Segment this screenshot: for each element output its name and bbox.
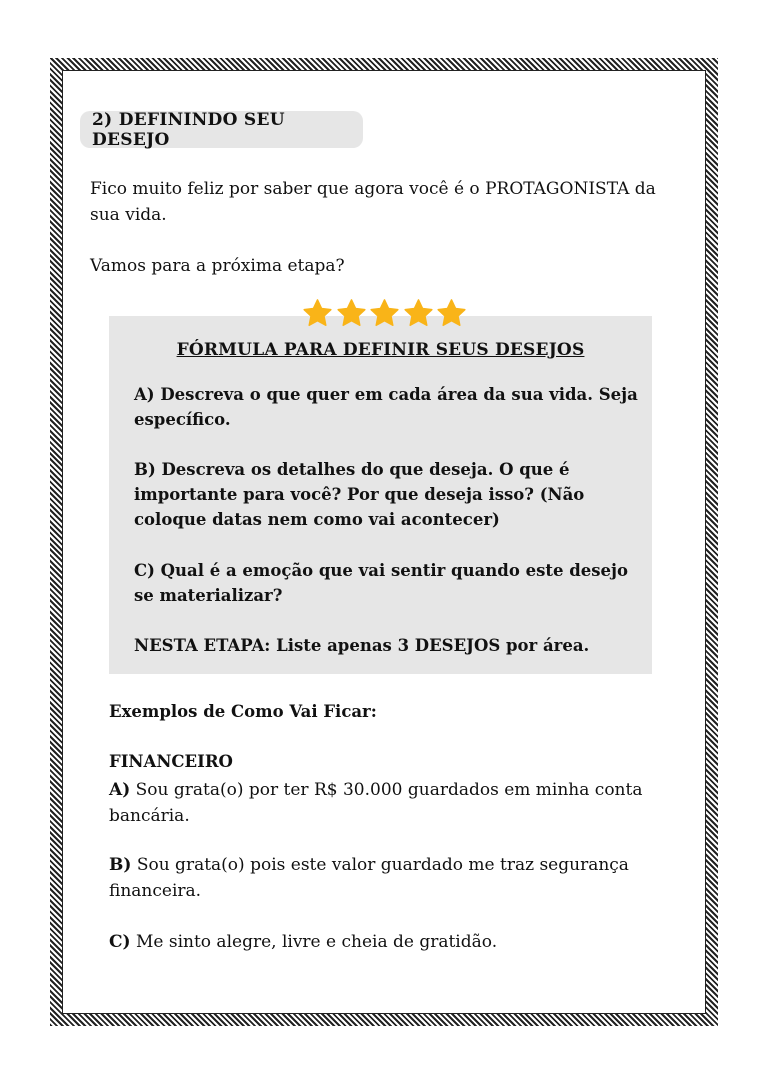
example-text: Sou grata(o) por ter R$ 30.000 guardados em minha conta bancária.	[109, 780, 643, 826]
rating-stars	[302, 296, 467, 330]
star-icon	[436, 298, 467, 329]
section-title: 2) DEFININDO SEU DESEJO	[92, 109, 285, 150]
formula-note: NESTA ETAPA: Liste apenas 3 DESEJOS por área.	[134, 636, 590, 655]
examples-title: Exemplos de Como Vai Ficar:	[109, 702, 377, 721]
section-heading	[80, 111, 363, 148]
example-text: Sou grata(o) pois este valor guardado me traz segurança financeira.	[109, 855, 629, 901]
star-icon	[369, 298, 400, 329]
intro-paragraph: Fico muito feliz por saber que agora você é o PROTAGONISTA da sua vida.	[90, 179, 656, 225]
example-item-c	[109, 929, 669, 955]
intro-question: Vamos para a próxima etapa?	[90, 256, 345, 276]
formula-title: FÓRMULA PARA DEFINIR SEUS DESEJOS	[176, 340, 585, 360]
example-letter: C)	[109, 932, 131, 952]
example-letter: A)	[109, 780, 131, 800]
star-icon	[302, 298, 333, 329]
example-letter: B)	[109, 855, 132, 875]
example-item-a	[109, 777, 669, 829]
formula-item-a: A) Descreva o que quer em cada área da sua vida. Seja específico.	[134, 385, 638, 429]
formula-item-c: C) Qual é a emoção que vai sentir quando este desejo se materializar?	[134, 561, 629, 605]
example-text: Me sinto alegre, livre e cheia de gratidão.	[135, 932, 498, 952]
star-icon	[403, 298, 434, 329]
formula-item-b: B) Descreva os detalhes do que deseja. O que é importante para você? Por que deseja isso? (Não coloque datas nem como vai acontecer)	[134, 460, 585, 529]
example-item-b	[109, 852, 669, 904]
star-icon	[336, 298, 367, 329]
category-title: FINANCEIRO	[109, 752, 233, 771]
